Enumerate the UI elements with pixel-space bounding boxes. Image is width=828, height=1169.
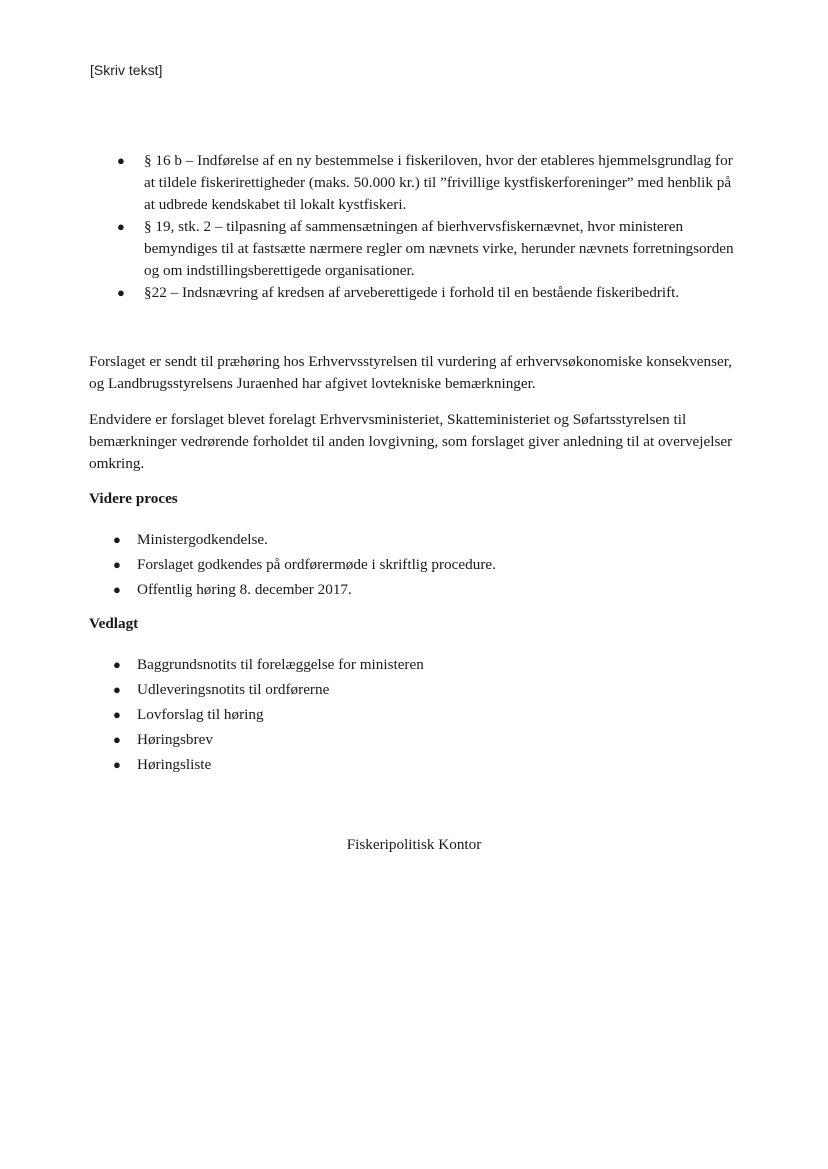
attachment-item-text: Høringsliste bbox=[137, 756, 212, 773]
attachments-heading: Vedlagt bbox=[89, 615, 139, 632]
signature-office: Fiskeripolitisk Kontor bbox=[346, 836, 482, 853]
bullet-icon: ● bbox=[113, 657, 121, 672]
paragraph-prehearing: Forslaget er sendt til præhøring hos Erhvervsstyrelsen til vurdering af erhvervsøkonomiske konsekvenser, og Landbrugsstyrelsens Juraenhed har afgivet lovtekniske bemærkninger. bbox=[89, 353, 733, 392]
bullet-icon: ● bbox=[113, 582, 121, 597]
list-item bbox=[89, 677, 739, 702]
attachments-list bbox=[89, 652, 739, 777]
bullet-icon: ● bbox=[113, 757, 121, 772]
attachment-item-text: Høringsbrev bbox=[137, 731, 213, 748]
attachment-item-text: Lovforslag til høring bbox=[137, 706, 264, 723]
list-item bbox=[89, 150, 739, 216]
process-list bbox=[89, 527, 739, 602]
bullet-icon: ● bbox=[113, 532, 121, 547]
list-item bbox=[89, 577, 739, 602]
list-item bbox=[89, 702, 739, 727]
bullet-icon: ● bbox=[117, 219, 125, 234]
list-item bbox=[89, 282, 739, 304]
attachment-item-text: Baggrundsnotits til forelæggelse for ministeren bbox=[137, 656, 424, 673]
list-item bbox=[89, 727, 739, 752]
list-item bbox=[89, 527, 739, 552]
page-content bbox=[89, 150, 739, 777]
law-item-text: § 16 b – Indførelse af en ny bestemmelse i fiskeriloven, hvor der etableres hjemmelsgrundlag for at tildele fiskerirettigheder (maks. 50.000 kr.) til ”frivillige kystfiskerforeninger” med henblik på at udbrede kendskabet til lokalt kystfiskeri. bbox=[144, 152, 733, 213]
process-item-text: Forslaget godkendes på ordførermøde i skriftlig procedure. bbox=[137, 556, 496, 573]
bullet-icon: ● bbox=[117, 285, 125, 300]
law-items-list bbox=[89, 150, 739, 304]
bullet-icon: ● bbox=[113, 682, 121, 697]
header-placeholder: [Skriv tekst] bbox=[90, 62, 163, 78]
bullet-icon: ● bbox=[113, 557, 121, 572]
law-item-text: § 19, stk. 2 – tilpasning af sammensætningen af bierhvervsfiskernævnet, hvor ministeren bemyndiges til at fastsætte nærmere regler om nævnets virke, herunder nævnets forretningsorden og om indstillingsberettigede organisationer. bbox=[144, 218, 734, 279]
list-item bbox=[89, 752, 739, 777]
bullet-icon: ● bbox=[113, 707, 121, 722]
bullet-icon: ● bbox=[117, 153, 125, 168]
attachment-item-text: Udleveringsnotits til ordførerne bbox=[137, 681, 330, 698]
law-item-text: §22 – Indsnævring af kredsen af arveberettigede i forhold til en bestående fiskeribedrift. bbox=[144, 284, 680, 301]
list-item bbox=[89, 216, 739, 282]
list-item bbox=[89, 652, 739, 677]
paragraph-ministries: Endvidere er forslaget blevet forelagt Erhvervsministeriet, Skatteministeriet og Søfartsstyrelsen til bemærkninger vedrørende forholdet til anden lovgivning, som forslaget giver anledning til at overvejelser omkring. bbox=[89, 411, 733, 472]
process-heading: Videre proces bbox=[89, 490, 178, 507]
process-item-text: Ministergodkendelse. bbox=[137, 531, 268, 548]
list-item bbox=[89, 552, 739, 577]
bullet-icon: ● bbox=[113, 732, 121, 747]
process-item-text: Offentlig høring 8. december 2017. bbox=[137, 581, 352, 598]
